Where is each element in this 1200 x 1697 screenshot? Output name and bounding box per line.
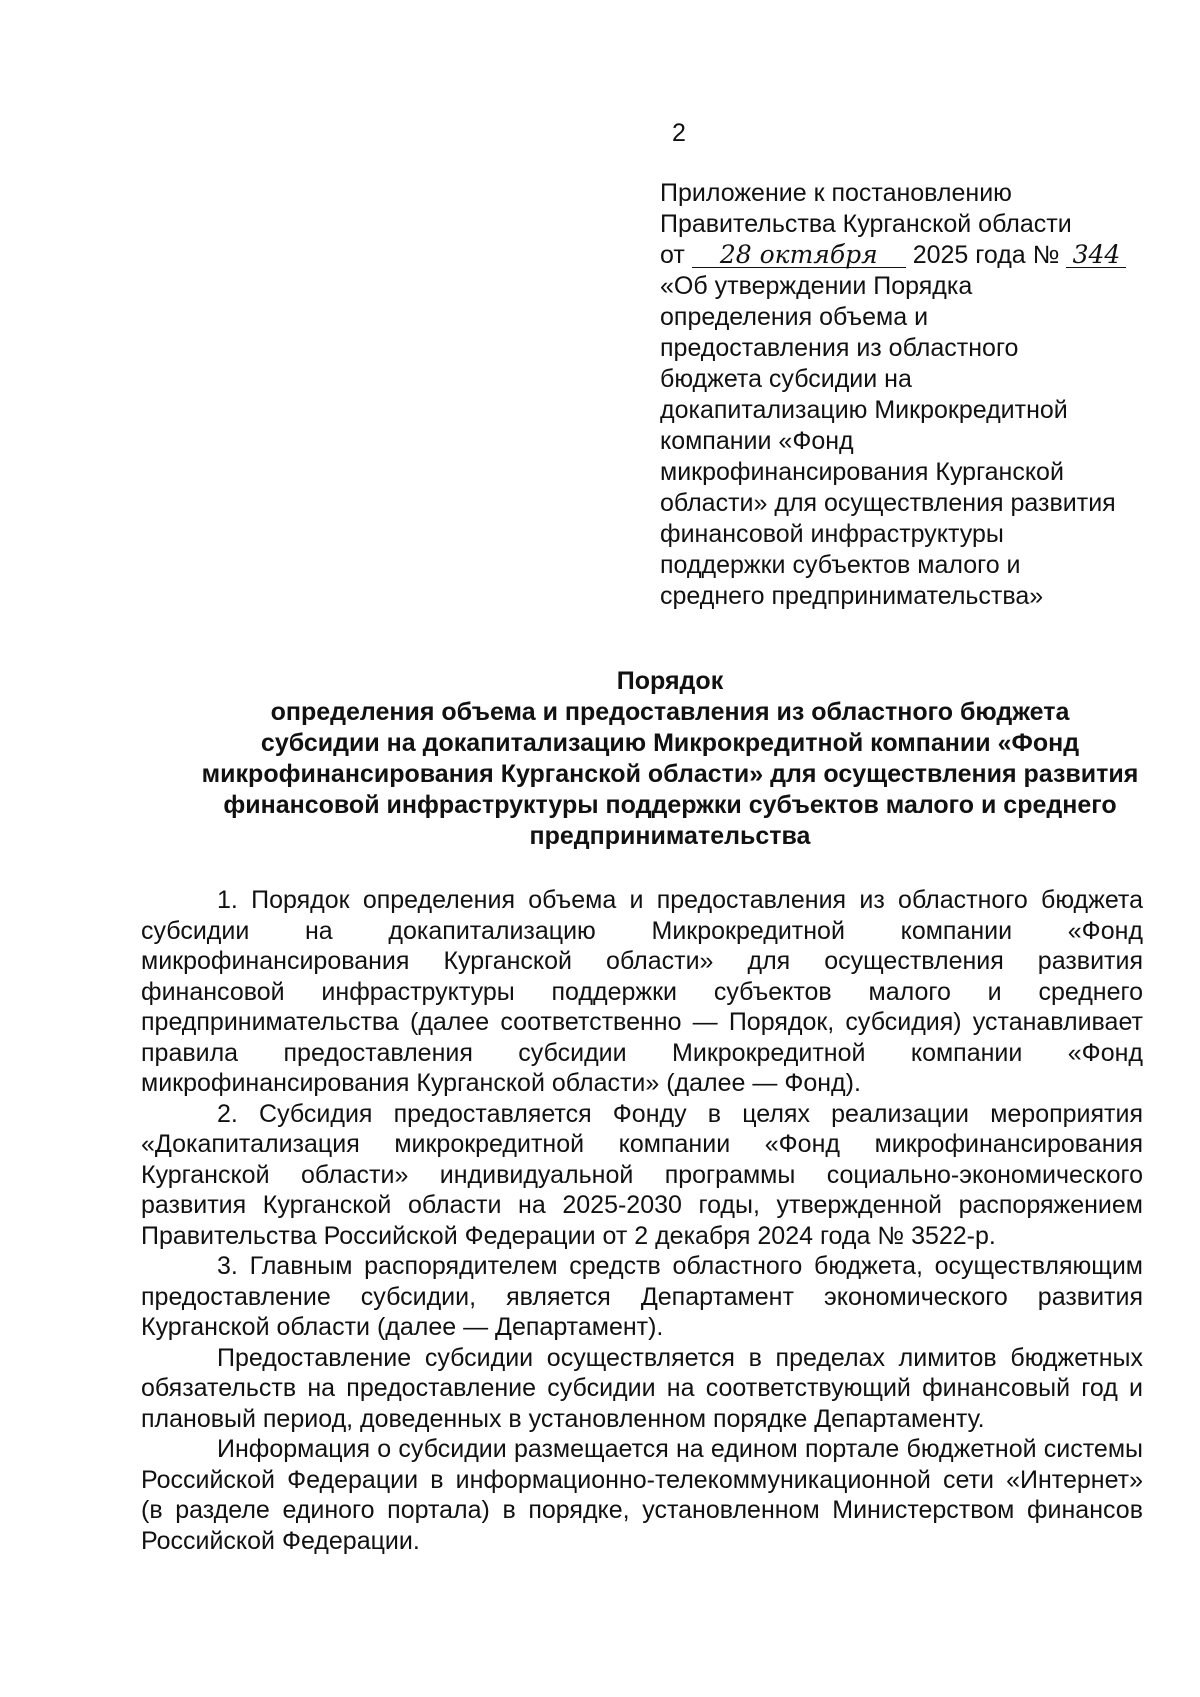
paragraph-1: 1. Порядок определения объема и предоставления из областного бюджета субсидии на докапитализацию Микрокредитной компании «Фонд микрофинансирования Курганской области» для осуществления развития финансовой инфраструктуры поддержки субъектов малого и среднего предпринимательства (далее соответственно — Порядок, субсидия) устанавливает правила предоставления субсидии Микрокредитной компании «Фонд микрофинансирования Курганской области» (далее — Фонд). [141,886,1143,1097]
title-line: микрофинансирования Курганской области» для осуществления развития [201,760,1139,788]
document-body [141,885,1143,1556]
paragraph-4: Предоставление субсидии осуществляется в пределах лимитов бюджетных обязательств на предоставление субсидии на соответствующий финансовый год и плановый период, доведенных в установленном порядке Департаменту. [141,1343,1143,1433]
title-line: Порядок [616,667,724,695]
appendix-line: определения объема и [660,303,929,331]
handwritten-number: 344 [1066,243,1126,268]
appendix-date-line [660,240,1180,271]
appendix-line: микрофинансирования Курганской [660,458,1064,486]
appendix-line: предоставления из областного [660,334,1019,362]
title-line: субсидии на докапитализацию Микрокредитной компании «Фонд [260,729,1080,757]
title-line: определения объема и предоставления из областного бюджета [270,698,1070,726]
paragraph-3: 3. Главным распорядителем средств областного бюджета, осуществляющим предоставление субсидии, является Департамент экономического развития Курганской области (далее — Департамент). [141,1252,1143,1341]
handwritten-date: 28 октября [692,243,906,268]
appendix-block [660,178,1180,612]
title-line: финансовой инфраструктуры поддержки субъектов малого и среднего [223,791,1117,819]
document-title [120,666,1200,852]
appendix-year: 2025 года № [912,241,1060,269]
appendix-line: Приложение к постановлению [660,179,1012,207]
appendix-line: поддержки субъектов малого и [660,551,1021,579]
appendix-line: области» для осуществления развития [660,489,1116,517]
appendix-line: бюджета субсидии на [660,365,912,393]
appendix-line: компании «Фонд [660,427,854,455]
paragraph-5: Информация о субсидии размещается на едином портале бюджетной системы Российской Федерации в информационно-телекоммуникационной сети «Интернет» (в разделе единого портала) в порядке, установленном Министерством финансов Российской Федерации. [141,1435,1143,1555]
appendix-line: финансовой инфраструктуры [660,520,1004,548]
appendix-line: среднего предпринимательства» [660,582,1044,610]
page-number: 2 [672,119,686,147]
paragraph-2: 2. Субсидия предоставляется Фонду в целях реализации мероприятия «Докапитализация микрокредитной компании «Фонд микрофинансирования Курганской области» индивидуальной программы социально-экономического развития Курганской области на 2025-2030 годы, утвержденной распоряжением Правительства Российской Федерации от 2 декабря 2024 года № 3522-р. [141,1099,1143,1250]
appendix-line: Правительства Курганской области [660,210,1072,238]
appendix-prefix: от [660,241,685,269]
title-line: предпринимательства [529,822,811,850]
appendix-line: докапитализацию Микрокредитной [660,396,1068,424]
appendix-line: «Об утверждении Порядка [660,272,973,300]
